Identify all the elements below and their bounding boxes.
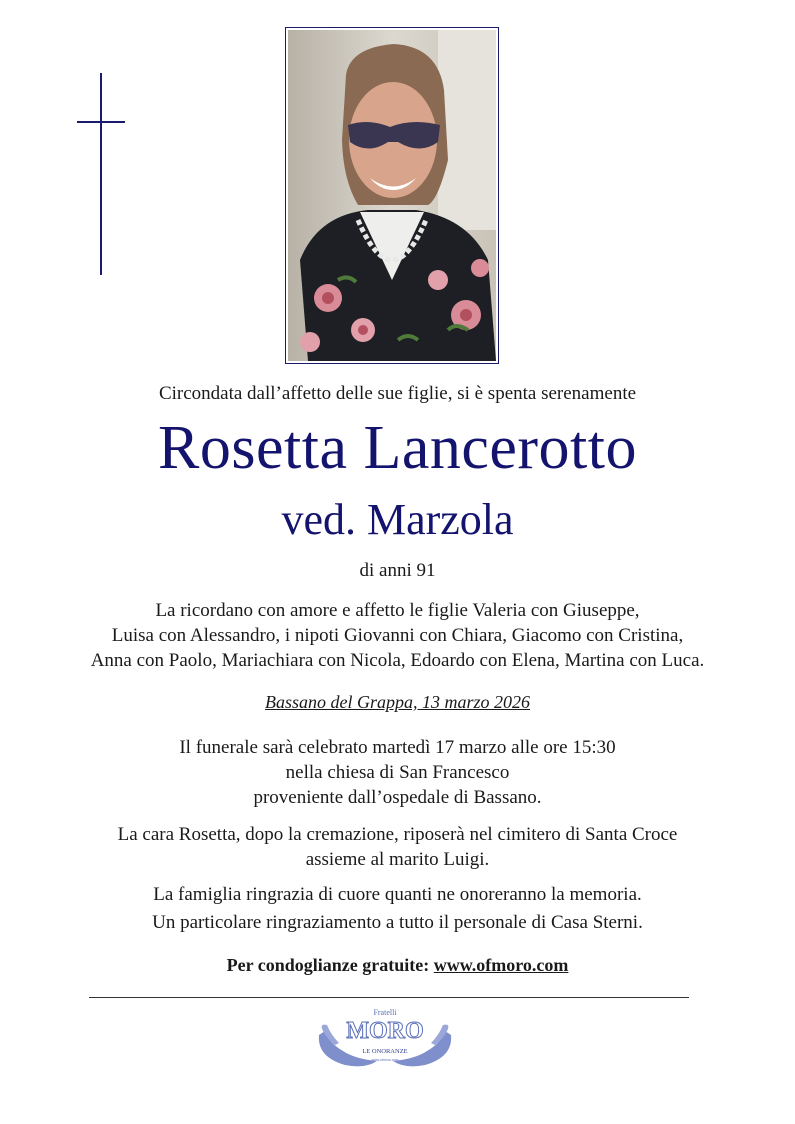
widow-of-name: ved. Marzola	[281, 495, 514, 544]
funeral-paragraph	[0, 735, 795, 810]
thanks-paragraph	[0, 881, 795, 937]
age-text: di anni 91	[359, 560, 436, 581]
portrait-photo-frame	[285, 27, 499, 364]
condolences-link[interactable]: www.ofmoro.com	[433, 955, 569, 975]
condolences-line	[0, 955, 795, 976]
survivors-line: Anna con Paolo, Mariachiara con Nicola, Edoardo con Elena, Martina con Luca.	[90, 650, 705, 671]
place-date	[0, 692, 795, 713]
deceased-name: Rosetta Lancerotto	[158, 414, 637, 482]
cross-icon	[77, 73, 125, 275]
portrait-photo	[288, 30, 496, 361]
funeral-line: Il funerale sarà celebrato martedì 17 marzo alle ore 15:30	[179, 737, 616, 758]
burial-line: assieme al marito Luigi.	[305, 849, 490, 870]
moro-logo	[315, 1005, 455, 1073]
survivors-line: Luisa con Alessandro, i nipoti Giovanni con Chiara, Giacomo con Cristina,	[111, 625, 684, 646]
svg-text:www.ofmoro.com: www.ofmoro.com	[371, 1058, 399, 1062]
funeral-line: nella chiesa di San Francesco	[285, 762, 510, 783]
survivors-line: La ricordano con amore e affetto le figlie Valeria con Giuseppe,	[155, 600, 640, 621]
burial-line: La cara Rosetta, dopo la cremazione, riposerà nel cimitero di Santa Croce	[117, 824, 678, 845]
condolences-label: Per condoglianze gratuite:	[226, 955, 430, 975]
burial-paragraph	[0, 822, 795, 872]
divider	[89, 997, 689, 998]
thanks-line: Un particolare ringraziamento a tutto il personale di Casa Sterni.	[152, 912, 643, 933]
thanks-line: La famiglia ringrazia di cuore quanti ne onoreranno la memoria.	[153, 884, 642, 905]
funeral-line: proveniente dall’ospedale di Bassano.	[253, 787, 542, 808]
svg-text:MORO: MORO	[346, 1018, 424, 1044]
svg-text:LE ONORANZE: LE ONORANZE	[362, 1048, 408, 1055]
intro-text: Circondata dall’affetto delle sue figlie, si è spenta serenamente	[158, 383, 637, 404]
svg-text:Fratelli: Fratelli	[373, 1008, 397, 1017]
place-date-text: Bassano del Grappa, 13 marzo 2026	[264, 692, 530, 712]
survivors-paragraph	[0, 598, 795, 673]
